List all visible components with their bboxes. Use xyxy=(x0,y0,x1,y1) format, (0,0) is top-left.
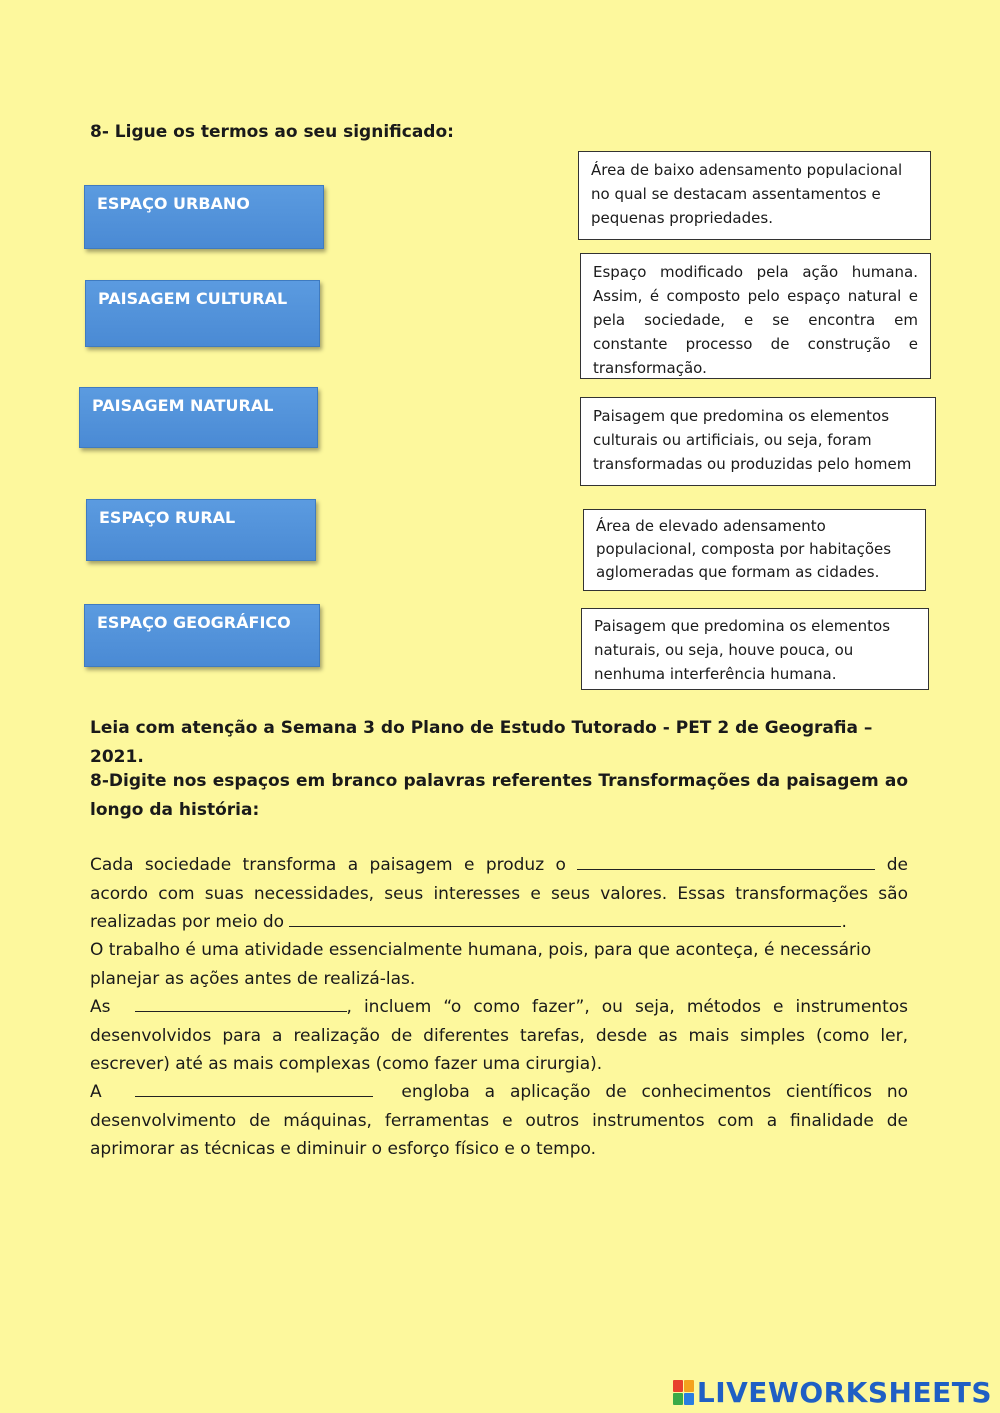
question-title: 8- Ligue os termos ao seu significado: xyxy=(90,122,454,142)
text-segment: Cada sociedade transforma a paisagem e produz o xyxy=(90,855,566,875)
definition-box[interactable]: Paisagem que predomina os elementos naturais, ou seja, houve pouca, ou nenhuma interferência humana. xyxy=(581,608,929,690)
term-espaco-geografico[interactable]: ESPAÇO GEOGRÁFICO xyxy=(84,604,320,667)
definition-box[interactable]: Espaço modificado pela ação humana. Assim, é composto pelo espaço natural e pela sociedade, e se encontra em constante processo de construção e transformação. xyxy=(580,253,931,379)
blank-input-1[interactable] xyxy=(577,851,875,870)
fill-paragraph-4 xyxy=(90,1078,908,1164)
fill-paragraph-3 xyxy=(90,993,908,1079)
paragraph-2: O trabalho é uma atividade essencialmente humana, pois, para que aconteça, é necessário planejar as ações antes de realizá-las. xyxy=(90,940,872,989)
term-espaco-rural[interactable]: ESPAÇO RURAL xyxy=(86,499,316,561)
definition-box[interactable]: Paisagem que predomina os elementos culturais ou artificiais, ou seja, foram transformadas ou produzidas pelo homem xyxy=(580,397,936,486)
definition-box[interactable]: Área de baixo adensamento populacional no qual se destacam assentamentos e pequenas propriedades. xyxy=(578,151,931,240)
text-segment: A xyxy=(90,1082,102,1102)
text-segment: , incluem “o como fazer”, ou seja, métodos e instrumentos desenvolvidos para a realização de diferentes tarefas, desde as mais simples (como ler, escrever) até as mais complexas (como fazer uma cirurgia). xyxy=(90,997,908,1074)
text-segment: engloba a aplicação de conhecimentos científicos no desenvolvimento de máquinas, ferramentas e outros instrumentos com a finalidade de aprimorar as técnicas e diminuir o esforço físico e o tempo. xyxy=(90,1082,909,1159)
logo-mark-icon xyxy=(673,1380,694,1405)
fill-paragraph-1: Cada sociedade transforma a paisagem e produz o de acordo com suas necessidades, seus interesses e seus valores. Essas transformações são realizadas por meio do . xyxy=(90,851,908,937)
reading-note: Leia com atenção a Semana 3 do Plano de Estudo Tutorado - PET 2 de Geografia – 2021. xyxy=(90,718,873,767)
definition-box[interactable]: Área de elevado adensamento populacional, composta por habitações aglomeradas que formam as cidades. xyxy=(583,509,926,591)
liveworksheets-logo xyxy=(673,1376,992,1409)
text-segment: de acordo com suas necessidades, seus interesses e seus valores. Essas transformações são realizadas por meio do xyxy=(90,855,908,932)
term-paisagem-natural[interactable]: PAISAGEM NATURAL xyxy=(79,387,318,448)
blank-input-2[interactable] xyxy=(289,908,841,927)
term-espaco-urbano[interactable]: ESPAÇO URBANO xyxy=(84,185,324,249)
logo-text: LIVEWORKSHEETS xyxy=(696,1376,992,1409)
question-2-title: 8-Digite nos espaços em branco palavras referentes Transformações da paisagem ao longo da história: xyxy=(90,771,908,820)
blank-input-4[interactable] xyxy=(135,1078,373,1097)
text-segment: As xyxy=(90,997,111,1017)
term-paisagem-cultural[interactable]: PAISAGEM CULTURAL xyxy=(85,280,320,347)
blank-input-3[interactable] xyxy=(135,993,347,1012)
